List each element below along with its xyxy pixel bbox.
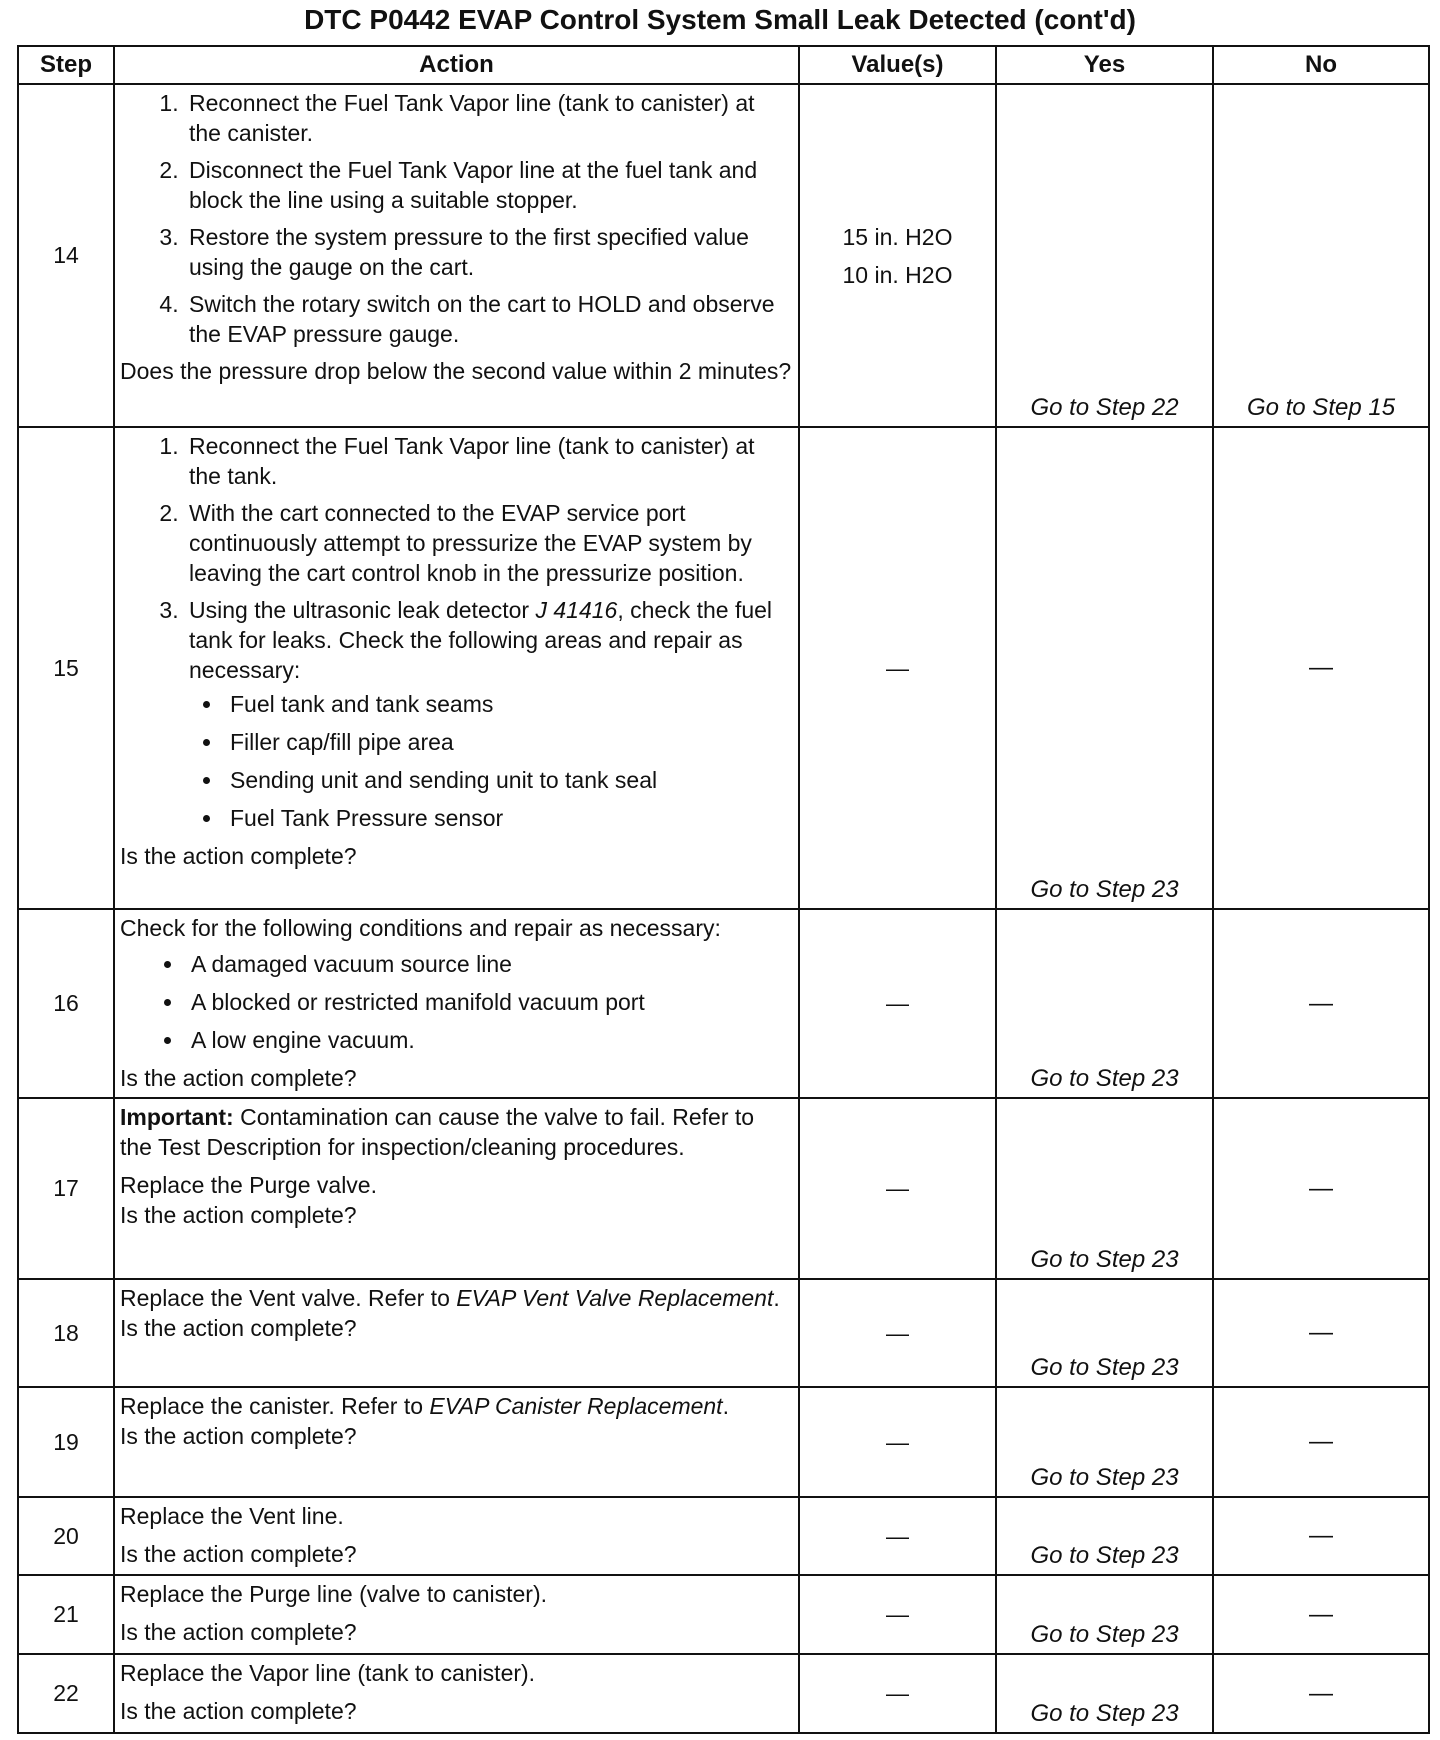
yes-cell: Go to Step 23 bbox=[996, 427, 1213, 909]
instruction-suffix: . bbox=[722, 1393, 729, 1419]
intro-text: Check for the following conditions and repair as necessary: bbox=[120, 915, 721, 941]
no-cell: — bbox=[1213, 427, 1429, 909]
instruction-prefix: Replace the canister. Refer to bbox=[120, 1393, 430, 1419]
tool-reference: J 41416 bbox=[535, 597, 618, 623]
question-text: Does the pressure drop below the second value within 2 minutes? bbox=[120, 358, 792, 384]
page-title: DTC P0442 EVAP Control System Small Leak Detected (cont'd) bbox=[304, 4, 1136, 35]
list-item: 3. Restore the system pressure to the first specified value using the gauge on the cart. bbox=[185, 222, 792, 282]
list-item-text: Using the ultrasonic leak detector bbox=[189, 597, 536, 623]
procedure-reference: EVAP Canister Replacement bbox=[429, 1393, 723, 1419]
table-row-step-19 bbox=[18, 1387, 1429, 1497]
yes-cell: Go to Step 22 bbox=[996, 84, 1213, 427]
values-cell: — bbox=[799, 1575, 996, 1654]
values-cell: — bbox=[799, 1387, 996, 1497]
step-number: 21 bbox=[18, 1575, 114, 1654]
list-item: 4. Switch the rotary switch on the cart to HOLD and observe the EVAP pressure gauge. bbox=[185, 289, 792, 349]
step-number: 17 bbox=[18, 1098, 114, 1279]
question-text: Is the action complete? bbox=[120, 1423, 357, 1449]
header-action: Action bbox=[114, 46, 799, 84]
header-no: No bbox=[1213, 46, 1429, 84]
step-number: 15 bbox=[18, 427, 114, 909]
step-number: 14 bbox=[18, 84, 114, 427]
table-row-step-15 bbox=[18, 427, 1429, 909]
header-yes: Yes bbox=[996, 46, 1213, 84]
table-row-step-14 bbox=[18, 84, 1429, 427]
bullet-item: • Sending unit and sending unit to tank seal bbox=[224, 765, 792, 795]
step-number: 18 bbox=[18, 1279, 114, 1387]
instruction-suffix: . bbox=[773, 1285, 780, 1311]
yes-cell: Go to Step 23 bbox=[996, 1575, 1213, 1654]
header-row bbox=[18, 46, 1429, 84]
no-cell: — bbox=[1213, 1497, 1429, 1575]
question-text: Is the action complete? bbox=[120, 1065, 357, 1091]
no-cell: — bbox=[1213, 1098, 1429, 1279]
values-cell: — bbox=[799, 427, 996, 909]
numbered-list bbox=[120, 88, 792, 349]
no-cell: — bbox=[1213, 1654, 1429, 1733]
no-cell: — bbox=[1213, 1387, 1429, 1497]
instruction-text: Replace the Purge valve. bbox=[120, 1172, 377, 1198]
no-cell: — bbox=[1213, 1279, 1429, 1387]
no-cell: Go to Step 15 bbox=[1213, 84, 1429, 427]
instruction-prefix: Replace the Vent valve. Refer to bbox=[120, 1285, 457, 1311]
bullet-item: • A low engine vacuum. bbox=[185, 1025, 792, 1055]
action-cell bbox=[114, 1654, 799, 1733]
step-number: 22 bbox=[18, 1654, 114, 1733]
yes-cell: Go to Step 23 bbox=[996, 1654, 1213, 1733]
action-cell bbox=[114, 84, 799, 427]
yes-cell: Go to Step 23 bbox=[996, 1387, 1213, 1497]
list-item: 2. Disconnect the Fuel Tank Vapor line at the fuel tank and block the line using a suitable stopper. bbox=[185, 155, 792, 215]
list-item: 1. Reconnect the Fuel Tank Vapor line (tank to canister) at the tank. bbox=[185, 431, 792, 491]
yes-cell: Go to Step 23 bbox=[996, 909, 1213, 1098]
list-item-text: , check the fuel tank for leaks. Check the following areas and repair as necessary: bbox=[189, 597, 773, 683]
question-text: Is the action complete? bbox=[120, 1315, 357, 1341]
list-item bbox=[185, 595, 792, 833]
question-text: Is the action complete? bbox=[120, 1202, 357, 1228]
value-first: 15 in. H2O bbox=[842, 223, 953, 250]
action-cell bbox=[114, 1098, 799, 1279]
table-row-step-16 bbox=[18, 909, 1429, 1098]
step-number: 20 bbox=[18, 1497, 114, 1575]
yes-cell: Go to Step 23 bbox=[996, 1497, 1213, 1575]
question-text: Is the action complete? bbox=[120, 843, 357, 869]
yes-cell: Go to Step 23 bbox=[996, 1279, 1213, 1387]
action-cell bbox=[114, 427, 799, 909]
important-note bbox=[120, 1102, 792, 1162]
instruction-text bbox=[120, 1391, 792, 1421]
action-cell bbox=[114, 1279, 799, 1387]
yes-cell: Go to Step 23 bbox=[996, 1098, 1213, 1279]
important-text: Contamination can cause the valve to fail. Refer to the Test Description for inspection/cleaning procedures. bbox=[120, 1104, 755, 1160]
numbered-list bbox=[120, 431, 792, 833]
step-number: 19 bbox=[18, 1387, 114, 1497]
bullet-item: • Fuel Tank Pressure sensor bbox=[224, 803, 792, 833]
values-cell bbox=[799, 84, 996, 427]
list-item: 1. Reconnect the Fuel Tank Vapor line (tank to canister) at the canister. bbox=[185, 88, 792, 148]
instruction-text bbox=[120, 1283, 792, 1313]
action-cell bbox=[114, 1497, 799, 1575]
instruction-text: Replace the Vent line. bbox=[120, 1503, 344, 1529]
important-label: Important: bbox=[120, 1104, 234, 1130]
instruction-text: Replace the Purge line (valve to canister). bbox=[120, 1581, 547, 1607]
header-values: Value(s) bbox=[799, 46, 996, 84]
table-row-step-17 bbox=[18, 1098, 1429, 1279]
action-cell bbox=[114, 1575, 799, 1654]
table-row-step-22 bbox=[18, 1654, 1429, 1733]
values-cell: — bbox=[799, 1497, 996, 1575]
value-second: 10 in. H2O bbox=[842, 261, 953, 288]
action-cell bbox=[114, 1387, 799, 1497]
question-text: Is the action complete? bbox=[120, 1619, 357, 1645]
table-row-step-18 bbox=[18, 1279, 1429, 1387]
question-text: Is the action complete? bbox=[120, 1541, 357, 1567]
bullet-list bbox=[189, 689, 792, 833]
bullet-item: • A damaged vacuum source line bbox=[185, 949, 792, 979]
step-number: 16 bbox=[18, 909, 114, 1098]
diagnostic-table bbox=[17, 45, 1430, 1734]
action-cell bbox=[114, 909, 799, 1098]
values-cell: — bbox=[799, 909, 996, 1098]
procedure-reference: EVAP Vent Valve Replacement bbox=[456, 1285, 774, 1311]
bullet-item: • Fuel tank and tank seams bbox=[224, 689, 792, 719]
bullet-item: • A blocked or restricted manifold vacuum port bbox=[185, 987, 792, 1017]
no-cell: — bbox=[1213, 1575, 1429, 1654]
instruction-text: Replace the Vapor line (tank to canister). bbox=[120, 1660, 536, 1686]
bullet-item: • Filler cap/fill pipe area bbox=[224, 727, 792, 757]
no-cell: — bbox=[1213, 909, 1429, 1098]
header-step: Step bbox=[18, 46, 114, 84]
values-cell: — bbox=[799, 1098, 996, 1279]
table-row-step-20 bbox=[18, 1497, 1429, 1575]
table-row-step-21 bbox=[18, 1575, 1429, 1654]
values-cell: — bbox=[799, 1654, 996, 1733]
question-text: Is the action complete? bbox=[120, 1698, 357, 1724]
bullet-list bbox=[120, 949, 792, 1055]
list-item: 2. With the cart connected to the EVAP service port continuously attempt to pressurize the EVAP system by leaving the cart control knob in the pressurize position. bbox=[185, 498, 792, 588]
values-cell: — bbox=[799, 1279, 996, 1387]
